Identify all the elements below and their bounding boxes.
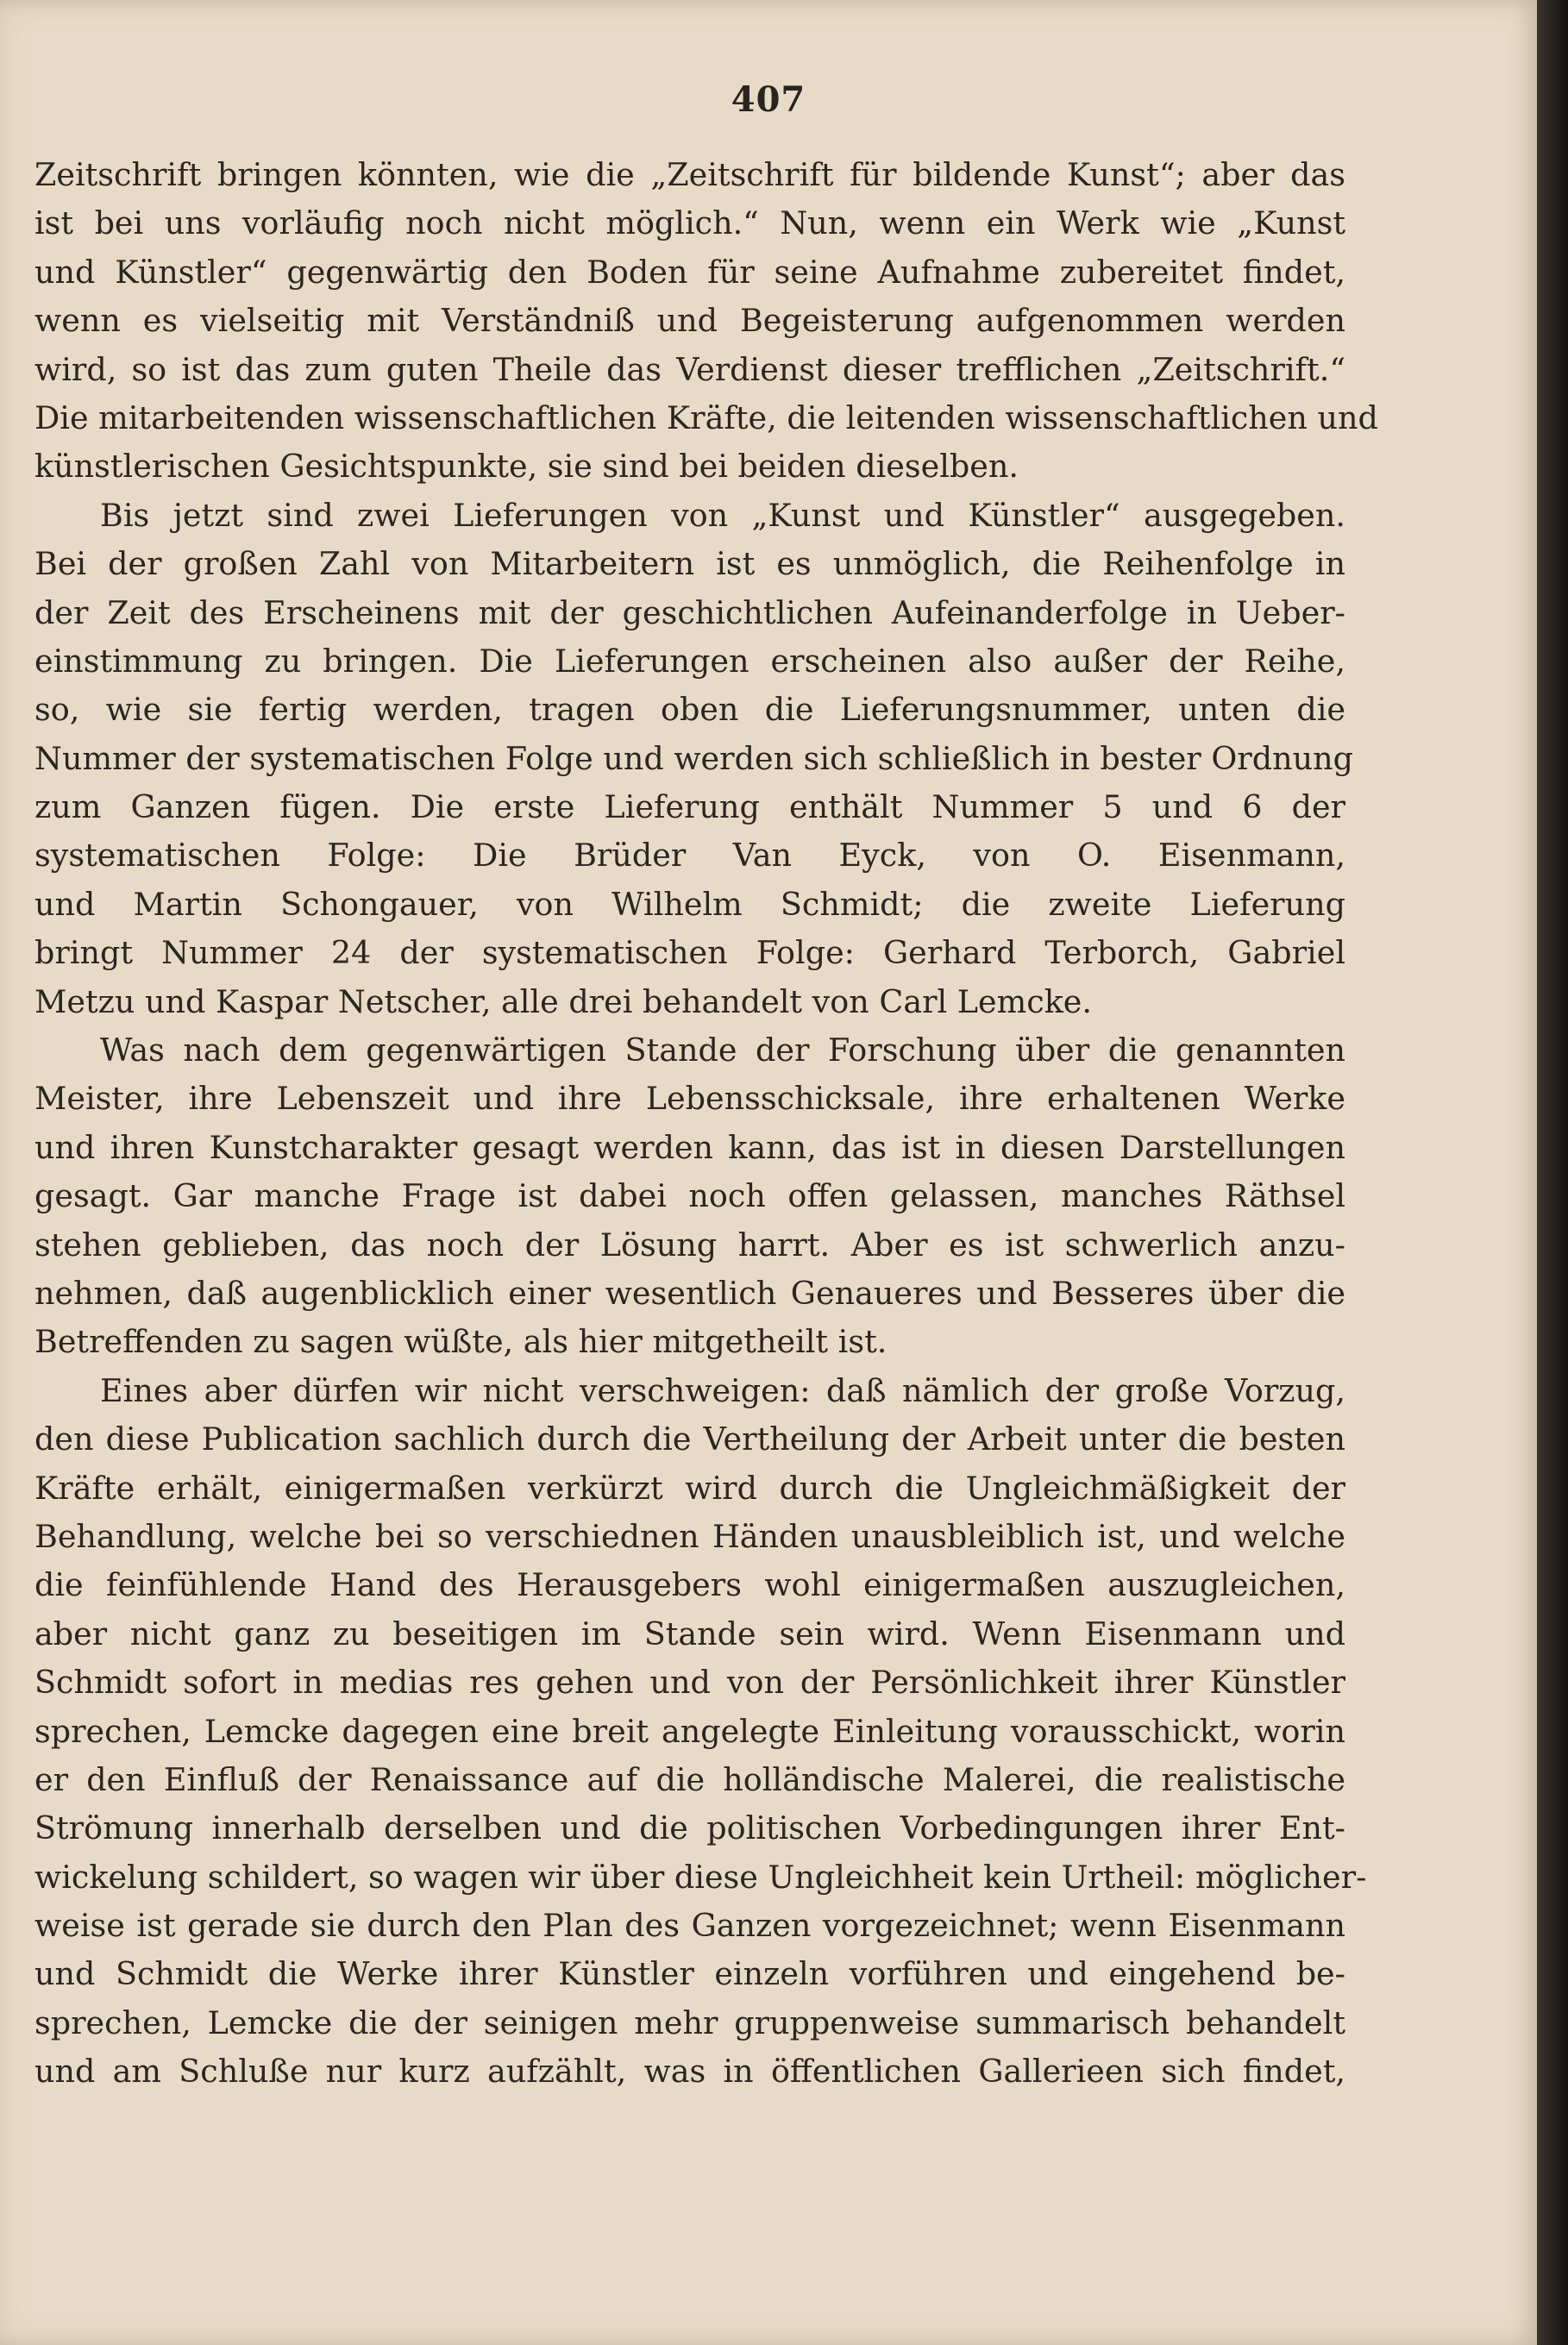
text-line: sprechen, Lemcke die der seinigen mehr gruppenweise summarisch behandelt: [34, 2003, 1345, 2041]
text-line: weise ist gerade sie durch den Plan des Ganzen vorgezeichnet; wenn Eisenmann: [34, 1907, 1345, 1945]
text-line: Bei der großen Zahl von Mitarbeitern ist es unmöglich, die Reihenfolge in: [34, 545, 1345, 583]
text-line: Betreffenden zu sagen wüßte, als hier mitgetheilt ist.: [34, 1323, 887, 1361]
text-line: Die mitarbeitenden wissenschaftlichen Kräfte, die leitenden wissenschaftlichen und: [34, 398, 1378, 436]
text-line: zum Ganzen fügen. Die erste Lieferung enthält Nummer 5 und 6 der: [34, 788, 1345, 826]
text-line: aber nicht ganz zu beseitigen im Stande sein wird. Wenn Eisenmann und: [34, 1615, 1345, 1652]
body-text: [34, 151, 1378, 2097]
text-line: bringt Nummer 24 der systematischen Folge: Gerhard Terborch, Gabriel: [34, 934, 1345, 972]
text-line: Metzu und Kaspar Netscher, alle drei behandelt von Carl Lemcke.: [34, 982, 1093, 1020]
text-line: und Künstler“ gegenwärtig den Boden für seine Aufnahme zubereitet findet,: [34, 253, 1345, 291]
page-edge-shadow: [1537, 0, 1568, 2345]
text-line: und Schmidt die Werke ihrer Künstler einzeln vorführen und eingehend be-: [34, 1955, 1345, 1993]
text-line: Kräfte erhält, einigermaßen verkürzt wird durch die Ungleichmäßigkeit der: [34, 1469, 1345, 1507]
text-line: die feinfühlende Hand des Herausgebers wohl einigermaßen auszugleichen,: [34, 1566, 1345, 1604]
text-line: Was nach dem gegenwärtigen Stande der Forschung über die genannten: [100, 1031, 1345, 1069]
text-line: und Martin Schongauer, von Wilhelm Schmidt; die zweite Lieferung: [34, 885, 1345, 923]
text-line: nehmen, daß augenblicklich einer wesentlich Genaueres und Besseres über die: [34, 1274, 1345, 1312]
page-number: 407: [731, 79, 806, 120]
text-line: künstlerischen Gesichtspunkte, sie sind bei beiden dieselben.: [34, 448, 1019, 486]
text-line: stehen geblieben, das noch der Lösung harrt. Aber es ist schwerlich anzu-: [34, 1226, 1345, 1263]
text-line: Meister, ihre Lebenszeit und ihre Lebensschicksale, ihre erhaltenen Werke: [34, 1080, 1345, 1118]
text-line: Eines aber dürfen wir nicht verschweigen: daß nämlich der große Vorzug,: [100, 1371, 1345, 1409]
text-line: wickelung schildert, so wagen wir über diese Ungleichheit kein Urtheil: möglicher-: [34, 1858, 1367, 1896]
text-line: Zeitschrift bringen könnten, wie die „Zeitschrift für bildende Kunst“; aber das: [34, 156, 1345, 193]
text-line: und ihren Kunstcharakter gesagt werden kann, das ist in diesen Darstellungen: [34, 1128, 1345, 1166]
text-line: und am Schluße nur kurz aufzählt, was in öffentlichen Gallerieen sich findet,: [34, 2053, 1345, 2091]
text-line: der Zeit des Erscheinens mit der geschichtlichen Aufeinanderfolge in Ueber-: [34, 593, 1345, 631]
text-line: Schmidt sofort in medias res gehen und von der Persönlichkeit ihrer Künstler: [34, 1664, 1345, 1702]
text-line: systematischen Folge: Die Brüder Van Eyck, von O. Eisenmann,: [34, 837, 1345, 875]
text-line: wenn es vielseitig mit Verständniß und Begeisterung aufgenommen werden: [34, 302, 1345, 340]
text-line: ist bei uns vorläufig noch nicht möglich.“ Nun, wenn ein Werk wie „Kunst: [34, 204, 1345, 242]
text-line: Strömung innerhalb derselben und die politischen Vorbedingungen ihrer Ent-: [34, 1809, 1345, 1847]
text-line: einstimmung zu bringen. Die Lieferungen erscheinen also außer der Reihe,: [34, 642, 1345, 680]
text-line: Bis jetzt sind zwei Lieferungen von „Kunst und Künstler“ ausgegeben.: [100, 496, 1345, 534]
text-line: den diese Publication sachlich durch die Vertheilung der Arbeit unter die besten: [34, 1420, 1345, 1458]
text-line: er den Einfluß der Renaissance auf die holländische Malerei, die realistische: [34, 1760, 1345, 1798]
text-line: so, wie sie fertig werden, tragen oben die Lieferungsnummer, unten die: [34, 691, 1345, 729]
text-line: gesagt. Gar manche Frage ist dabei noch offen gelassen, manches Räthsel: [34, 1177, 1345, 1215]
text-line: Nummer der systematischen Folge und werden sich schließlich in bester Ordnung: [34, 739, 1353, 777]
text-line: wird, so ist das zum guten Theile das Verdienst dieser trefflichen „Zeitschrift.“: [34, 350, 1345, 388]
text-line: Behandlung, welche bei so verschiednen Händen unausbleiblich ist, und welche: [34, 1517, 1345, 1555]
text-line: sprechen, Lemcke dagegen eine breit angelegte Einleitung vorausschickt, worin: [34, 1712, 1345, 1750]
